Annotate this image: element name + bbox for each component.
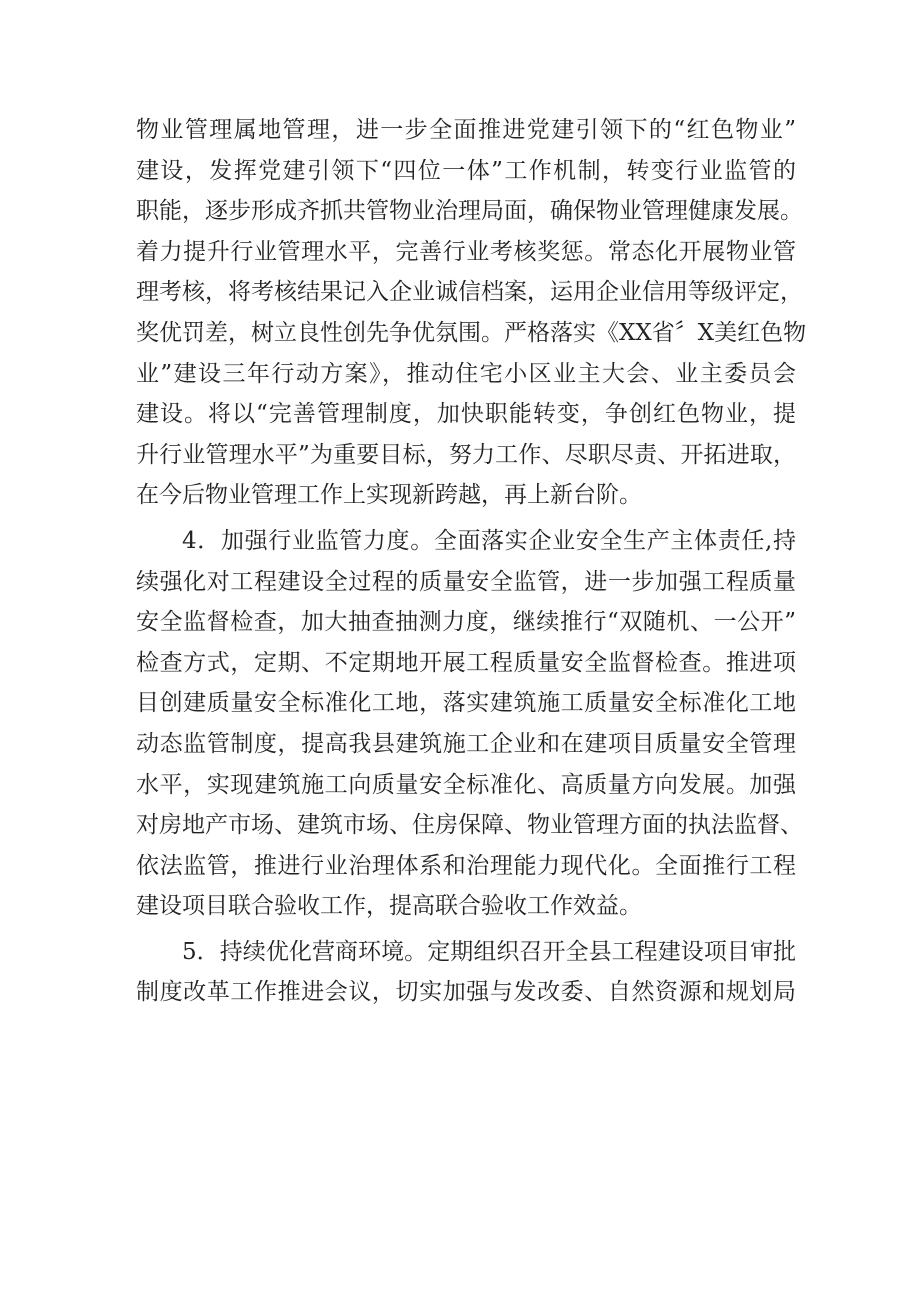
text-line: 建设，发挥党建引领下“四位一体”工作机制，转变行业监管的 (136, 157, 796, 184)
text-line: 4．加强行业监管力度。全面落实企业安全生产主体责任,持 (182, 527, 796, 554)
text-line: 检查方式，定期、不定期地开展工程质量安全监督检查。推进项 (136, 649, 796, 676)
text-line: 职能，逐步形成齐抓共管物业治理局面，确保物业管理健康发展。 (136, 198, 803, 225)
text-line: 在今后物业管理工作上实现新跨越，再上新台阶。 (136, 482, 642, 509)
text-line: 续强化对工程建设全过程的质量安全监管，进一步加强工程质量 (136, 568, 796, 595)
text-line: 动态监管制度，提高我县建筑施工企业和在建项目质量安全管理 (136, 730, 796, 757)
text-line: 目创建质量安全标准化工地，落实建筑施工质量安全标准化工地 (136, 690, 796, 717)
text-line: 着力提升行业管理水平，完善行业考核奖惩。常态化开展物业管 (136, 238, 796, 265)
text-line: 安全监督检查，加大抽查抽测力度，继续推行“双随机、一公开” (136, 609, 796, 636)
text-line: 建设。将以“完善管理制度，加快职能转变，争创红色物业，提 (136, 401, 796, 428)
paragraph-red-property (136, 110, 807, 516)
text-line: 理考核，将考核结果记入企业诚信档案，运用企业信用等级评定， (136, 279, 803, 306)
text-line: 5．持续优化营商环境。定期组织召开全县工程建设项目审批 (182, 938, 796, 965)
text-line: 建设项目联合验收工作，提高联合验收工作效益。 (136, 893, 642, 920)
paragraph-item-5 (136, 932, 796, 1013)
text-line: 奖优罚差，树立良性创先争优氛围。严格落实《XX省〞X美红色物 (136, 319, 807, 346)
paragraph-item-4 (136, 521, 803, 927)
text-line: 对房地产市场、建筑市场、住房保障、物业管理方面的执法监督、 (136, 812, 803, 839)
text-line: 升行业管理水平”为重要目标，努力工作、尽职尽责、开拓进取， (136, 441, 796, 468)
text-line: 依法监管，推进行业治理体系和治理能力现代化。全面推行工程 (136, 852, 796, 879)
text-line: 物业管理属地管理，进一步全面推进党建引领下的“红色物业” (136, 117, 796, 143)
text-line: 制度改革工作推进会议，切实加强与发改委、自然资源和规划局 (136, 979, 796, 1006)
text-line: 水平，实现建筑施工向质量安全标准化、高质量方向发展。加强 (136, 771, 796, 798)
document-body (136, 110, 807, 1013)
text-line: 业”建设三年行动方案》，推动住宅小区业主大会、业主委员会 (136, 360, 796, 387)
